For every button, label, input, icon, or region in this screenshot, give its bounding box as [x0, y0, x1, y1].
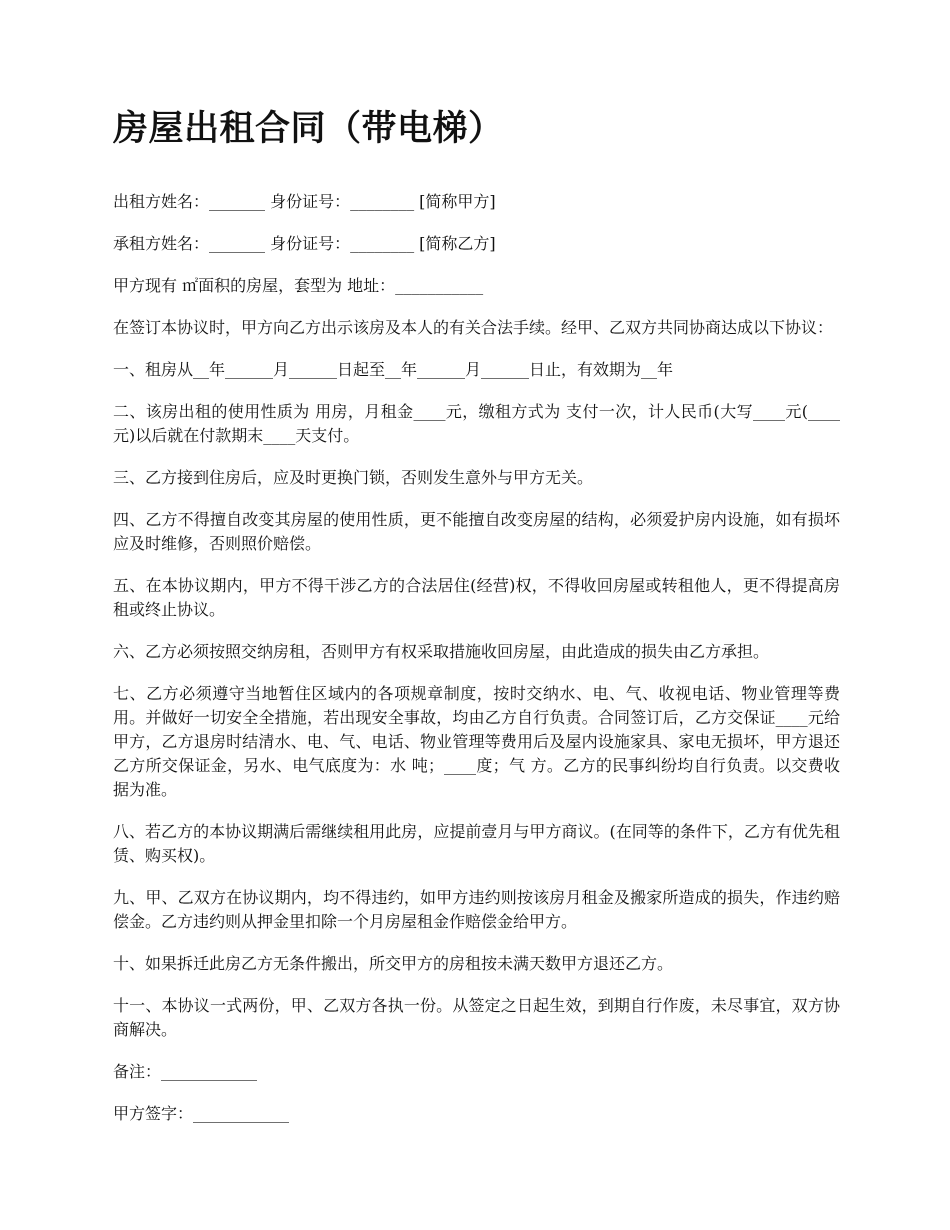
lessor-info: 出租方姓名：_______ 身份证号：________ [简称甲方] — [113, 192, 496, 211]
clause-8: 八、若乙方的本协议期满后需继续租用此房，应提前壹月与甲方商议。(在同等的条件下，乙方有优先租赁、购买权)。 — [113, 822, 840, 865]
clause-1: 一、租房从__年______月______日起至__年______月______日止，有效期为__年 — [113, 360, 674, 379]
clause-7: 七、乙方必须遵守当地暂住区域内的各项规章制度，按时交纳水、电、气、收视电话、物业管理等费用。并做好一切安全全措施，若出现安全事故，均由乙方自行负责。合同签订后，乙方交保证____元给甲方，乙方退房时结清水、电、气、电话、物业管理等费用后及屋内设施家具、家电无损坏，甲方退还乙方所交保证金，另水、电气底度为：水 吨；____度；气 方。乙方的民事纠纷均自行负责。以交费收据为准。 — [113, 684, 840, 799]
document-title: 房屋出租合同（带电梯） — [113, 108, 504, 149]
clause-11: 十一、本协议一式两份，甲、乙双方各执一份。从签定之日起生效，到期自行作废，未尽事宜，双方协商解决。 — [113, 996, 840, 1039]
lessor-signature-line: 甲方签字：____________ — [113, 1104, 290, 1123]
clause-9: 九、甲、乙双方在协议期内，均不得违约，如甲方违约则按该房月租金及搬家所造成的损失，作违约赔偿金。乙方违约则从押金里扣除一个月房屋租金作赔偿金给甲方。 — [113, 888, 840, 931]
clause-2: 二、该房出租的使用性质为 用房，月租金____元，缴租方式为 支付一次，计人民币(大写____元(____元)以后就在付款期末____天支付。 — [113, 402, 840, 445]
clause-10: 十、如果拆迁此房乙方无条件搬出，所交甲方的房租按未满天数甲方退还乙方。 — [113, 954, 674, 973]
preamble: 在签订本协议时，甲方向乙方出示该房及本人的有关合法手续。经甲、乙双方共同协商达成以下协议： — [113, 318, 834, 337]
clause-6: 六、乙方必须按照交纳房租，否则甲方有权采取措施收回房屋，由此造成的损失由乙方承担。 — [113, 642, 770, 661]
remarks-line: 备注：____________ — [113, 1062, 258, 1081]
clause-5: 五、在本协议期内，甲方不得干涉乙方的合法居住(经营)权，不得收回房屋或转租他人，更不得提高房租或终止协议。 — [113, 576, 840, 619]
clause-3: 三、乙方接到住房后，应及时更换门锁，否则发生意外与甲方无关。 — [113, 468, 594, 487]
lessee-info: 承租方姓名：_______ 身份证号：________ [简称乙方] — [113, 234, 496, 253]
clause-4: 四、乙方不得擅自改变其房屋的使用性质，更不能擅自改变房屋的结构，必须爱护房内设施，如有损坏应及时维修，否则照价赔偿。 — [113, 510, 840, 553]
property-info: 甲方现有 ㎡面积的房屋，套型为 地址：___________ — [113, 276, 484, 295]
